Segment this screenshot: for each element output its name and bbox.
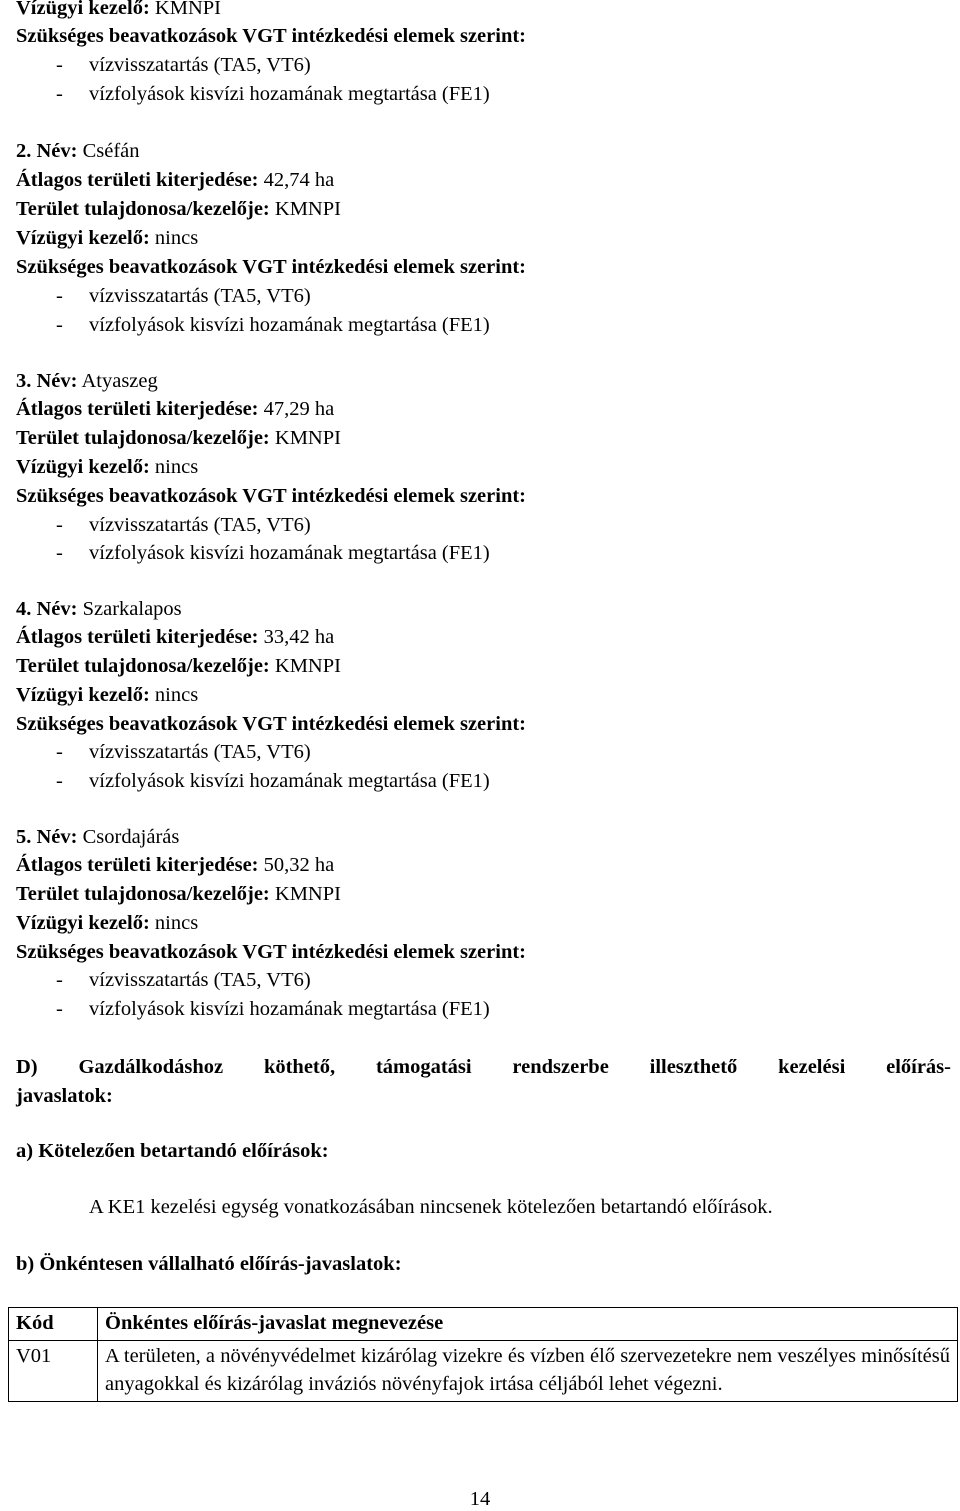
item-text: vízfolyások kisvízi hozamának megtartása (FE1) bbox=[89, 83, 490, 105]
proposals-table bbox=[8, 1307, 958, 1402]
site-water-manager-line bbox=[16, 683, 198, 707]
site-owner-line bbox=[16, 197, 341, 221]
intro-item-1 bbox=[56, 53, 311, 77]
item-text: vízvisszatartás (TA5, VT6) bbox=[89, 969, 311, 991]
item-text: vízvisszatartás (TA5, VT6) bbox=[89, 54, 311, 76]
area-label: Átlagos területi kiterjedése: bbox=[16, 626, 259, 648]
section-d-heading-line1 bbox=[16, 1053, 951, 1082]
section-b-heading: b) Önkéntesen vállalható előírás-javaslatok: bbox=[16, 1253, 402, 1275]
site-water-manager: nincs bbox=[154, 456, 199, 478]
measure-item bbox=[56, 541, 490, 565]
heading-word: Gazdálkodáshoz bbox=[78, 1056, 224, 1078]
owner-label: Terület tulajdonosa/kezelője: bbox=[16, 883, 270, 905]
site-water-manager-line bbox=[16, 455, 198, 479]
owner-label: Terület tulajdonosa/kezelője: bbox=[16, 198, 270, 220]
water-manager-label: Vízügyi kezelő: bbox=[16, 0, 150, 19]
site-area: 33,42 ha bbox=[263, 626, 335, 648]
name-label: Név: bbox=[36, 140, 78, 162]
bullet-dash: - bbox=[56, 542, 63, 564]
measure-item bbox=[56, 740, 311, 764]
site-water-manager: nincs bbox=[154, 227, 199, 249]
site-area-line bbox=[16, 168, 334, 192]
measure-item bbox=[56, 284, 311, 308]
measures-label: Szükséges beavatkozások VGT intézkedési elemek szerint: bbox=[16, 256, 527, 278]
heading-word: rendszerbe bbox=[512, 1056, 609, 1078]
area-label: Átlagos területi kiterjedése: bbox=[16, 398, 259, 420]
site-area: 47,29 ha bbox=[263, 398, 335, 420]
site-owner: KMNPI bbox=[274, 883, 341, 905]
intro-measures-label: Szükséges beavatkozások VGT intézkedési elemek szerint: bbox=[16, 25, 527, 47]
site-name-line bbox=[16, 597, 182, 621]
header-name: Önkéntes előírás-javaslat megnevezése bbox=[98, 1308, 958, 1341]
site-owner-line bbox=[16, 882, 341, 906]
site-owner: KMNPI bbox=[274, 198, 341, 220]
site-name: Csordajárás bbox=[82, 826, 180, 848]
table-row bbox=[9, 1341, 958, 1402]
site-number: 5. bbox=[16, 826, 32, 848]
table-header-row bbox=[9, 1308, 958, 1341]
site-number: 2. bbox=[16, 140, 32, 162]
section-d-heading bbox=[16, 1053, 951, 1111]
site-name: Atyaszeg bbox=[81, 370, 158, 392]
item-text: vízvisszatartás (TA5, VT6) bbox=[89, 741, 311, 763]
bullet-dash: - bbox=[56, 998, 63, 1020]
row-code: V01 bbox=[9, 1341, 98, 1402]
section-a-heading: a) Kötelezően betartandó előírások: bbox=[16, 1140, 329, 1162]
measures-label: Szükséges beavatkozások VGT intézkedési elemek szerint: bbox=[16, 941, 527, 963]
bullet-dash: - bbox=[56, 83, 63, 105]
item-text: vízvisszatartás (TA5, VT6) bbox=[89, 514, 311, 536]
measure-item bbox=[56, 513, 311, 537]
bullet-dash: - bbox=[56, 969, 63, 991]
section-a-text: A KE1 kezelési egység vonatkozásában nincsenek kötelezően betartandó előírások. bbox=[89, 1196, 773, 1218]
site-area-line bbox=[16, 397, 334, 421]
bullet-dash: - bbox=[56, 741, 63, 763]
area-label: Átlagos területi kiterjedése: bbox=[16, 169, 259, 191]
measure-item bbox=[56, 313, 490, 337]
row-text: A területen, a növényvédelmet kizárólag vizekre és vízben élő szervezetekre nem veszélyes minősítésű anyagokkal és kizárólag inváziós növényfajok irtása céljából lehet végezni. bbox=[98, 1341, 958, 1402]
item-text: vízfolyások kisvízi hozamának megtartása (FE1) bbox=[89, 314, 490, 336]
measure-item bbox=[56, 997, 490, 1021]
water-manager-label: Vízügyi kezelő: bbox=[16, 684, 150, 706]
item-text: vízfolyások kisvízi hozamának megtartása (FE1) bbox=[89, 770, 490, 792]
site-owner-line bbox=[16, 426, 341, 450]
item-text: vízvisszatartás (TA5, VT6) bbox=[89, 285, 311, 307]
heading-word: kezelési bbox=[778, 1056, 846, 1078]
section-d-heading-line2: javaslatok: bbox=[16, 1085, 113, 1107]
site-area: 42,74 ha bbox=[263, 169, 335, 191]
heading-word: D) bbox=[16, 1056, 38, 1078]
water-manager-value: KMNPI bbox=[154, 0, 221, 19]
measure-item bbox=[56, 769, 490, 793]
item-text: vízfolyások kisvízi hozamának megtartása (FE1) bbox=[89, 542, 490, 564]
water-manager-label: Vízügyi kezelő: bbox=[16, 227, 150, 249]
item-text: vízfolyások kisvízi hozamának megtartása (FE1) bbox=[89, 998, 490, 1020]
bullet-dash: - bbox=[56, 314, 63, 336]
site-name-line bbox=[16, 369, 158, 393]
heading-word: támogatási bbox=[375, 1056, 472, 1078]
bullet-dash: - bbox=[56, 285, 63, 307]
heading-word: illeszthető bbox=[649, 1056, 738, 1078]
area-label: Átlagos területi kiterjedése: bbox=[16, 854, 259, 876]
heading-word: előírás- bbox=[886, 1056, 951, 1078]
owner-label: Terület tulajdonosa/kezelője: bbox=[16, 655, 270, 677]
bullet-dash: - bbox=[56, 54, 63, 76]
measures-label: Szükséges beavatkozások VGT intézkedési elemek szerint: bbox=[16, 713, 527, 735]
site-owner-line bbox=[16, 654, 341, 678]
name-label: Név: bbox=[36, 826, 78, 848]
measures-label: Szükséges beavatkozások VGT intézkedési elemek szerint: bbox=[16, 485, 527, 507]
water-manager-label: Vízügyi kezelő: bbox=[16, 456, 150, 478]
owner-label: Terület tulajdonosa/kezelője: bbox=[16, 427, 270, 449]
bullet-dash: - bbox=[56, 514, 63, 536]
site-number: 4. bbox=[16, 598, 32, 620]
bullet-dash: - bbox=[56, 770, 63, 792]
site-area: 50,32 ha bbox=[263, 854, 335, 876]
site-area-line bbox=[16, 625, 334, 649]
header-code: Kód bbox=[9, 1308, 98, 1341]
water-manager-label: Vízügyi kezelő: bbox=[16, 912, 150, 934]
site-area-line bbox=[16, 853, 334, 877]
site-water-manager-line bbox=[16, 911, 198, 935]
site-owner: KMNPI bbox=[274, 655, 341, 677]
site-number: 3. bbox=[16, 370, 32, 392]
name-label: Név: bbox=[36, 370, 78, 392]
site-name-line bbox=[16, 139, 140, 163]
measure-item bbox=[56, 968, 311, 992]
site-water-manager: nincs bbox=[154, 684, 199, 706]
page-number: 14 bbox=[469, 1488, 491, 1510]
site-name: Szarkalapos bbox=[82, 598, 182, 620]
name-label: Név: bbox=[36, 598, 78, 620]
heading-word: köthető, bbox=[263, 1056, 336, 1078]
site-water-manager-line bbox=[16, 226, 198, 250]
intro-water-manager bbox=[16, 0, 221, 20]
site-name: Cséfán bbox=[82, 140, 140, 162]
intro-item-2 bbox=[56, 82, 490, 106]
site-owner: KMNPI bbox=[274, 427, 341, 449]
site-water-manager: nincs bbox=[154, 912, 199, 934]
site-name-line bbox=[16, 825, 179, 849]
